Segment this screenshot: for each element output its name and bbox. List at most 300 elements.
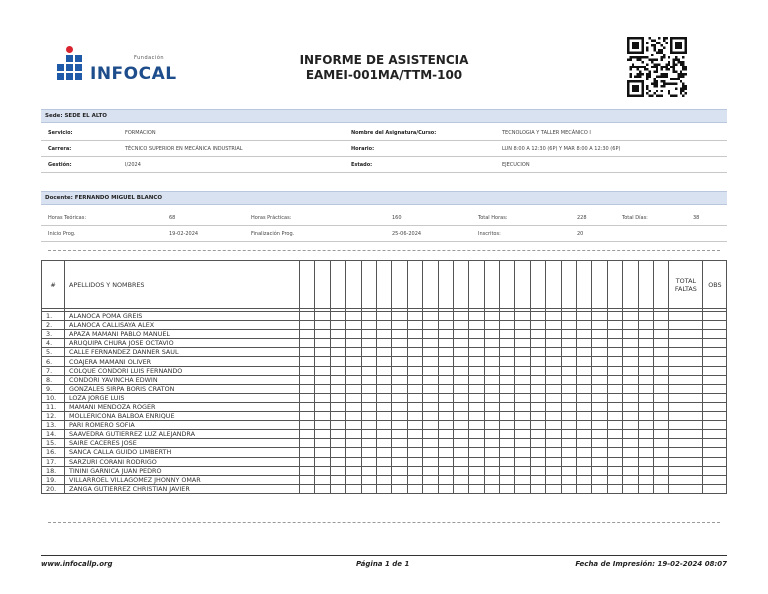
attendance-cell	[607, 366, 622, 375]
attendance-cell	[515, 421, 530, 430]
attendance-cell	[407, 393, 422, 402]
attendance-cell	[361, 475, 376, 484]
attendance-cell	[530, 339, 545, 348]
attendance-cell	[577, 330, 592, 339]
attendance-cell	[592, 348, 607, 357]
attendance-cell	[515, 393, 530, 402]
attendance-cell	[330, 430, 345, 439]
attendance-cell	[515, 484, 530, 493]
attendance-cell	[546, 366, 561, 375]
attendance-cell	[315, 412, 330, 421]
day-column-header	[607, 261, 622, 309]
attendance-cell	[376, 330, 391, 339]
attendance-cell	[623, 366, 638, 375]
attendance-cell	[315, 457, 330, 466]
attendance-cell	[530, 421, 545, 430]
attendance-cell	[577, 348, 592, 357]
attendance-cell	[653, 439, 668, 448]
attendance-cell	[392, 475, 407, 484]
attendance-cell	[438, 393, 453, 402]
attendance-cell	[453, 375, 468, 384]
attendance-cell	[469, 402, 484, 411]
attendance-cell	[592, 384, 607, 393]
attendance-cell	[623, 384, 638, 393]
student-name: ALANOCA CALLISAYA ALEX	[65, 321, 300, 330]
attendance-cell	[484, 466, 499, 475]
attendance-cell	[300, 330, 315, 339]
row-number: 13.	[42, 421, 65, 430]
attendance-cell	[530, 448, 545, 457]
attendance-cell	[330, 357, 345, 366]
footer-divider	[41, 555, 727, 556]
attendance-cell	[346, 466, 361, 475]
attendance-cell	[330, 339, 345, 348]
table-row	[42, 321, 727, 330]
table-row	[42, 484, 727, 493]
attendance-cell	[346, 439, 361, 448]
attendance-cell	[561, 393, 576, 402]
total-dias-label: Total Días:	[622, 215, 648, 221]
attendance-cell	[315, 348, 330, 357]
attendance-cell	[515, 448, 530, 457]
attendance-cell	[300, 412, 315, 421]
attendance-cell	[530, 312, 545, 321]
attendance-cell	[561, 412, 576, 421]
attendance-cell	[561, 475, 576, 484]
attendance-cell	[561, 466, 576, 475]
attendance-cell	[546, 402, 561, 411]
asignatura-label: Nombre del Asignatura/Curso:	[351, 130, 437, 136]
attendance-cell	[407, 430, 422, 439]
attendance-cell	[703, 393, 727, 402]
attendance-cell	[669, 421, 703, 430]
attendance-cell	[607, 393, 622, 402]
attendance-cell	[300, 402, 315, 411]
attendance-cell	[315, 439, 330, 448]
inscritos-value: 20	[577, 231, 584, 237]
attendance-cell	[392, 375, 407, 384]
attendance-cell	[376, 384, 391, 393]
attendance-cell	[561, 421, 576, 430]
attendance-cell	[561, 457, 576, 466]
attendance-cell	[623, 430, 638, 439]
attendance-cell	[623, 402, 638, 411]
attendance-cell	[703, 457, 727, 466]
attendance-cell	[638, 330, 653, 339]
attendance-cell	[607, 457, 622, 466]
infocal-logo	[56, 46, 176, 86]
attendance-cell	[561, 357, 576, 366]
day-column-header	[330, 261, 345, 309]
attendance-cell	[592, 330, 607, 339]
attendance-cell	[361, 412, 376, 421]
attendance-cell	[592, 475, 607, 484]
attendance-cell	[438, 457, 453, 466]
attendance-cell	[423, 475, 438, 484]
row-number: 1.	[42, 312, 65, 321]
attendance-cell	[623, 393, 638, 402]
student-name: CONDORI YAVINCHA EDWIN	[65, 375, 300, 384]
attendance-cell	[530, 402, 545, 411]
attendance-cell	[530, 439, 545, 448]
attendance-cell	[392, 457, 407, 466]
attendance-cell	[376, 339, 391, 348]
attendance-cell	[315, 339, 330, 348]
attendance-cell	[500, 421, 515, 430]
attendance-cell	[515, 412, 530, 421]
table-row	[42, 357, 727, 366]
attendance-cell	[453, 439, 468, 448]
attendance-cell	[407, 321, 422, 330]
day-column-header	[592, 261, 607, 309]
attendance-cell	[669, 357, 703, 366]
attendance-cell	[703, 412, 727, 421]
attendance-cell	[300, 466, 315, 475]
attendance-cell	[638, 484, 653, 493]
attendance-cell	[653, 321, 668, 330]
attendance-cell	[376, 484, 391, 493]
attendance-cell	[607, 466, 622, 475]
attendance-cell	[438, 375, 453, 384]
total-horas-label: Total Horas:	[478, 215, 508, 221]
attendance-cell	[346, 312, 361, 321]
row-number: 3.	[42, 330, 65, 339]
student-name: ARUQUIPA CHURA JOSE OCTAVIO	[65, 339, 300, 348]
attendance-cell	[653, 312, 668, 321]
attendance-cell	[423, 430, 438, 439]
attendance-cell	[469, 448, 484, 457]
attendance-cell	[577, 321, 592, 330]
student-name: COLQUE CONDORI LUIS FERNANDO	[65, 366, 300, 375]
day-column-header	[361, 261, 376, 309]
attendance-cell	[469, 439, 484, 448]
attendance-cell	[376, 448, 391, 457]
attendance-cell	[484, 348, 499, 357]
attendance-cell	[423, 366, 438, 375]
total-dias-value: 38	[693, 215, 700, 221]
row-number: 8.	[42, 375, 65, 384]
attendance-cell	[669, 430, 703, 439]
attendance-cell	[469, 357, 484, 366]
attendance-cell	[530, 412, 545, 421]
attendance-cell	[376, 439, 391, 448]
estado-label: Estado:	[351, 162, 373, 168]
attendance-cell	[607, 312, 622, 321]
attendance-cell	[407, 366, 422, 375]
attendance-cell	[453, 421, 468, 430]
day-column-header	[653, 261, 668, 309]
attendance-cell	[300, 430, 315, 439]
attendance-cell	[638, 466, 653, 475]
attendance-cell	[300, 366, 315, 375]
attendance-cell	[361, 312, 376, 321]
attendance-cell	[438, 475, 453, 484]
day-column-header	[469, 261, 484, 309]
day-column-header	[500, 261, 515, 309]
attendance-cell	[669, 448, 703, 457]
attendance-cell	[361, 330, 376, 339]
attendance-cell	[607, 348, 622, 357]
attendance-cell	[438, 357, 453, 366]
attendance-cell	[546, 484, 561, 493]
attendance-cell	[638, 430, 653, 439]
attendance-cell	[453, 484, 468, 493]
attendance-cell	[453, 402, 468, 411]
attendance-cell	[376, 475, 391, 484]
attendance-cell	[484, 384, 499, 393]
attendance-cell	[546, 448, 561, 457]
attendance-cell	[623, 321, 638, 330]
inicio-value: 19-02-2024	[169, 231, 199, 237]
attendance-cell	[484, 457, 499, 466]
attendance-cell	[546, 421, 561, 430]
attendance-cell	[530, 475, 545, 484]
attendance-cell	[530, 457, 545, 466]
day-column-header	[315, 261, 330, 309]
attendance-cell	[623, 448, 638, 457]
attendance-cell	[515, 439, 530, 448]
attendance-cell	[607, 484, 622, 493]
attendance-cell	[346, 375, 361, 384]
logo-fundacion-text: Fundación	[134, 55, 165, 61]
attendance-cell	[453, 348, 468, 357]
servicio-value: FORMACION	[125, 130, 156, 136]
attendance-cell	[330, 366, 345, 375]
attendance-cell	[623, 412, 638, 421]
attendance-cell	[376, 393, 391, 402]
day-column-header	[376, 261, 391, 309]
attendance-cell	[703, 366, 727, 375]
attendance-cell	[438, 484, 453, 493]
attendance-cell	[577, 384, 592, 393]
table-row	[42, 412, 727, 421]
attendance-cell	[330, 484, 345, 493]
attendance-cell	[703, 448, 727, 457]
attendance-cell	[469, 330, 484, 339]
attendance-cell	[515, 357, 530, 366]
attendance-cell	[346, 348, 361, 357]
attendance-cell	[315, 421, 330, 430]
attendance-cell	[546, 348, 561, 357]
attendance-cell	[638, 402, 653, 411]
footer-print-date: Fecha de Impresión: 19-02-2024 08:07	[575, 560, 727, 568]
report-title-line1: INFORME DE ASISTENCIA	[299, 53, 469, 67]
attendance-cell	[376, 321, 391, 330]
attendance-cell	[438, 421, 453, 430]
attendance-cell	[330, 457, 345, 466]
gestion-value: I/2024	[125, 162, 141, 168]
attendance-cell	[300, 421, 315, 430]
attendance-cell	[623, 339, 638, 348]
attendance-cell	[577, 375, 592, 384]
dashed-divider-top	[48, 250, 720, 251]
attendance-cell	[346, 412, 361, 421]
student-name: CALLE FERNANDEZ DANNER SAUL	[65, 348, 300, 357]
attendance-cell	[546, 412, 561, 421]
attendance-cell	[423, 421, 438, 430]
attendance-cell	[530, 430, 545, 439]
student-name: GONZALES SIRPA BORIS CRATON	[65, 384, 300, 393]
attendance-cell	[703, 466, 727, 475]
attendance-cell	[392, 348, 407, 357]
attendance-cell	[577, 421, 592, 430]
table-row	[42, 475, 727, 484]
attendance-cell	[453, 430, 468, 439]
attendance-cell	[484, 412, 499, 421]
horas-practicas-value: 160	[392, 215, 402, 221]
attendance-cell	[361, 393, 376, 402]
attendance-cell	[592, 439, 607, 448]
attendance-cell	[577, 439, 592, 448]
attendance-cell	[330, 384, 345, 393]
attendance-cell	[561, 330, 576, 339]
attendance-cell	[500, 475, 515, 484]
row-number: 10.	[42, 393, 65, 402]
attendance-cell	[392, 384, 407, 393]
student-name: ALANOCA POMA GREIS	[65, 312, 300, 321]
attendance-cell	[500, 484, 515, 493]
attendance-cell	[438, 339, 453, 348]
attendance-cell	[546, 330, 561, 339]
attendance-cell	[315, 321, 330, 330]
attendance-cell	[484, 366, 499, 375]
attendance-cell	[546, 457, 561, 466]
attendance-cell	[469, 457, 484, 466]
student-name: SAIRE CACERES JOSE	[65, 439, 300, 448]
carrera-label: Carrera:	[48, 146, 72, 152]
attendance-cell	[438, 321, 453, 330]
attendance-cell	[346, 430, 361, 439]
attendance-cell	[469, 384, 484, 393]
attendance-cell	[577, 448, 592, 457]
row-number: 12.	[42, 412, 65, 421]
attendance-cell	[577, 312, 592, 321]
attendance-cell	[638, 475, 653, 484]
attendance-cell	[453, 312, 468, 321]
attendance-cell	[561, 321, 576, 330]
attendance-cell	[423, 375, 438, 384]
row-number: 18.	[42, 466, 65, 475]
horario-value: LUN 8:00 A 12:30 (6P) Y MAR 8:00 A 12:30 (6P)	[502, 146, 621, 152]
attendance-cell	[653, 430, 668, 439]
attendance-cell	[669, 457, 703, 466]
attendance-cell	[592, 366, 607, 375]
attendance-cell	[330, 375, 345, 384]
attendance-cell	[407, 402, 422, 411]
attendance-cell	[592, 402, 607, 411]
attendance-cell	[469, 484, 484, 493]
attendance-cell	[423, 384, 438, 393]
attendance-cell	[423, 448, 438, 457]
attendance-cell	[703, 384, 727, 393]
attendance-cell	[530, 466, 545, 475]
attendance-cell	[392, 312, 407, 321]
row-number: 16.	[42, 448, 65, 457]
attendance-cell	[315, 312, 330, 321]
attendance-cell	[577, 393, 592, 402]
attendance-cell	[423, 439, 438, 448]
attendance-cell	[315, 357, 330, 366]
table-row	[42, 393, 727, 402]
attendance-cell	[638, 366, 653, 375]
attendance-cell	[423, 357, 438, 366]
attendance-cell	[315, 430, 330, 439]
attendance-cell	[653, 402, 668, 411]
row-number: 9.	[42, 384, 65, 393]
attendance-cell	[703, 321, 727, 330]
attendance-cell	[346, 448, 361, 457]
attendance-cell	[592, 430, 607, 439]
attendance-cell	[438, 384, 453, 393]
day-column-header	[515, 261, 530, 309]
attendance-cell	[500, 384, 515, 393]
attendance-cell	[638, 384, 653, 393]
attendance-cell	[392, 357, 407, 366]
attendance-cell	[423, 484, 438, 493]
attendance-cell	[438, 330, 453, 339]
attendance-cell	[330, 321, 345, 330]
attendance-cell	[484, 448, 499, 457]
attendance-cell	[315, 484, 330, 493]
attendance-cell	[515, 330, 530, 339]
attendance-cell	[407, 475, 422, 484]
attendance-cell	[500, 439, 515, 448]
attendance-cell	[669, 321, 703, 330]
student-name: PARI ROMERO SOFIA	[65, 421, 300, 430]
attendance-cell	[330, 475, 345, 484]
attendance-cell	[546, 321, 561, 330]
attendance-cell	[638, 448, 653, 457]
attendance-cell	[469, 348, 484, 357]
attendance-cell	[392, 366, 407, 375]
attendance-cell	[653, 484, 668, 493]
attendance-cell	[530, 321, 545, 330]
attendance-cell	[607, 421, 622, 430]
attendance-cell	[315, 384, 330, 393]
attendance-cell	[669, 439, 703, 448]
attendance-cell	[638, 412, 653, 421]
attendance-cell	[703, 475, 727, 484]
attendance-cell	[669, 412, 703, 421]
day-column-header	[346, 261, 361, 309]
attendance-cell	[500, 330, 515, 339]
attendance-cell	[469, 321, 484, 330]
fin-label: Finalización Prog.	[251, 231, 295, 237]
attendance-cell	[530, 384, 545, 393]
attendance-cell	[653, 339, 668, 348]
attendance-cell	[469, 375, 484, 384]
attendance-cell	[546, 312, 561, 321]
attendance-cell	[361, 357, 376, 366]
row-number: 4.	[42, 339, 65, 348]
attendance-cell	[423, 393, 438, 402]
day-column-header	[423, 261, 438, 309]
attendance-cell	[392, 321, 407, 330]
attendance-cell	[592, 357, 607, 366]
attendance-cell	[703, 375, 727, 384]
attendance-cell	[376, 457, 391, 466]
table-row	[42, 466, 727, 475]
attendance-cell	[623, 457, 638, 466]
day-column-header	[638, 261, 653, 309]
attendance-cell	[638, 457, 653, 466]
attendance-cell	[453, 384, 468, 393]
attendance-cell	[623, 475, 638, 484]
attendance-cell	[607, 375, 622, 384]
attendance-cell	[638, 312, 653, 321]
attendance-cell	[561, 366, 576, 375]
attendance-cell	[623, 466, 638, 475]
